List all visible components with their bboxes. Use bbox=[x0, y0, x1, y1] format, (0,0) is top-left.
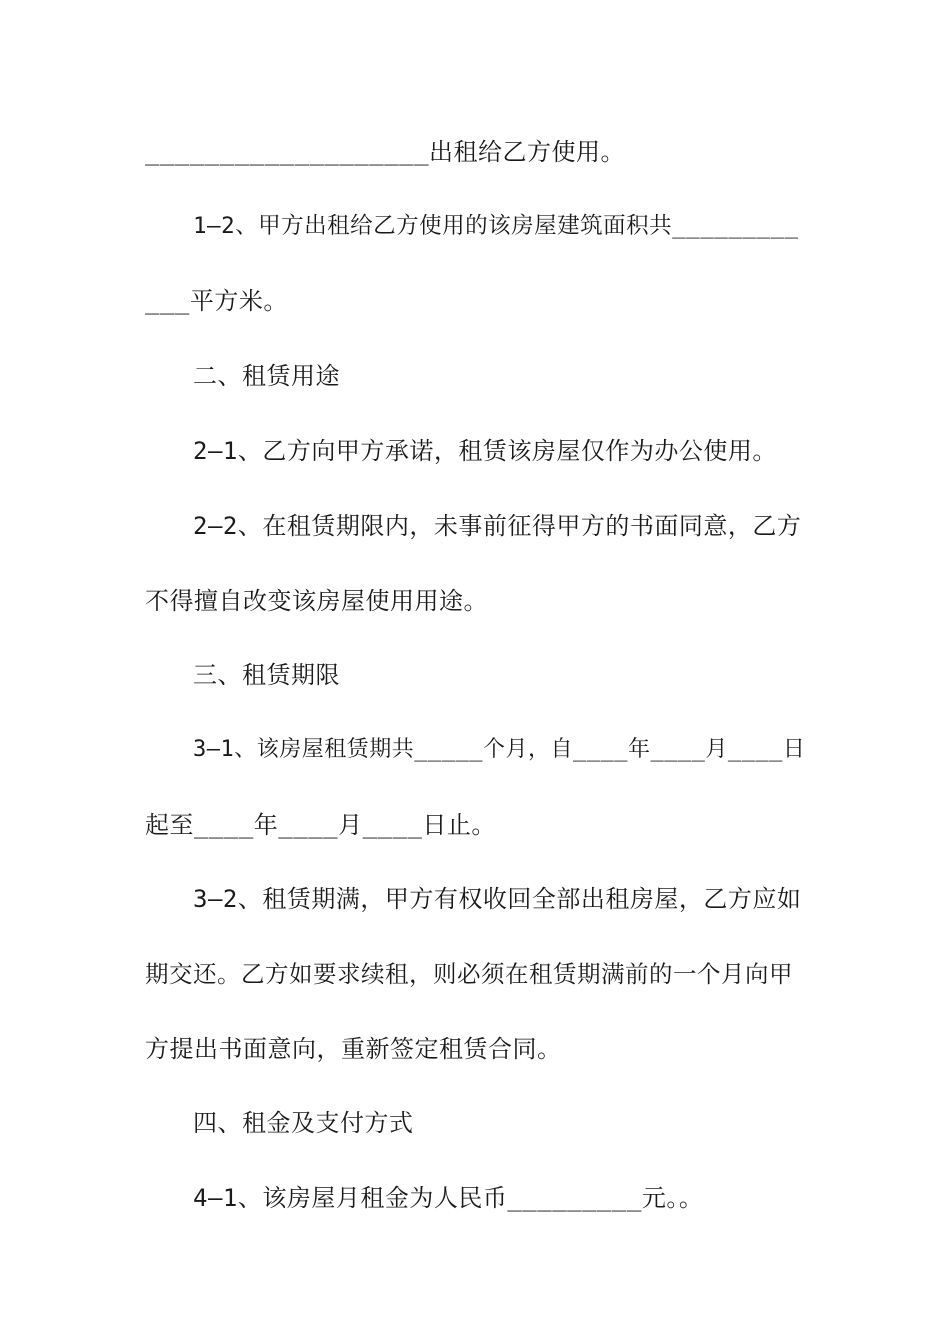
clause-3-1-line-1: 3—1、该房屋租赁期共_____个月，自____年____月____日 bbox=[193, 737, 806, 762]
section-heading-3: 三、租赁期限 bbox=[193, 661, 340, 689]
clause-3-1-line-2: 起至____年____月____日止。 bbox=[145, 811, 496, 839]
clause-1-2-line-1: 1—2、甲方出租给乙方使用的该房屋建筑面积共_________ bbox=[193, 213, 799, 239]
clause-2-1: 2—1、乙方向甲方承诺，租赁该房屋仅作为办公使用。 bbox=[193, 437, 777, 465]
clause-2-2-line-2: 不得擅自改变该房屋使用用途。 bbox=[145, 587, 488, 615]
section-heading-2: 二、租赁用途 bbox=[193, 362, 340, 390]
clause-2-2-line-1: 2—2、在租赁期限内，未事前征得甲方的书面同意，乙方 bbox=[193, 512, 802, 540]
clause-4-1: 4—1、该房屋月租金为人民币_________元。。 bbox=[193, 1184, 704, 1212]
section-heading-4: 四、租金及支付方式 bbox=[193, 1109, 414, 1137]
clause-1-2-line-2: ___平方米。 bbox=[145, 287, 288, 315]
paragraph-line-1: ___________________出租给乙方使用。 bbox=[145, 138, 626, 166]
clause-3-2-line-3: 方提出书面意向，重新签定租赁合同。 bbox=[145, 1035, 562, 1063]
clause-3-2-line-2: 期交还。乙方如要求续租，则必须在租赁期满前的一个月向甲 bbox=[145, 960, 793, 988]
clause-3-2-line-1: 3—2、租赁期满，甲方有权收回全部出租房屋，乙方应如 bbox=[193, 885, 802, 913]
